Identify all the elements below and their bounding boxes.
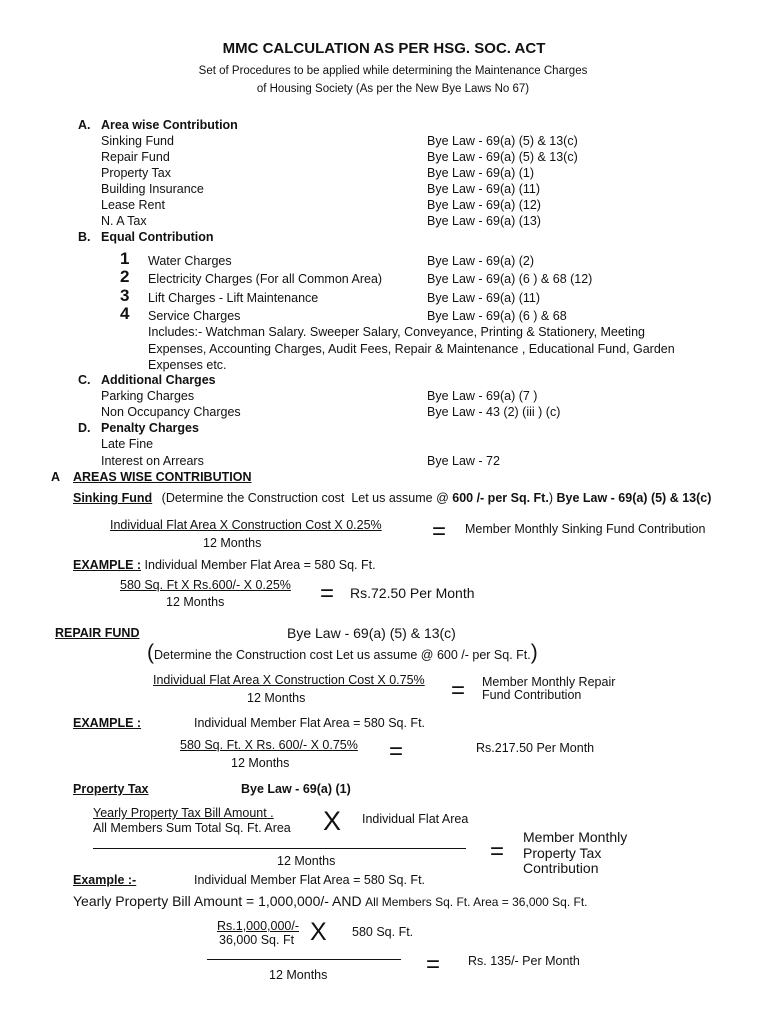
section-b-heading: Equal Contribution [101,230,214,244]
repair-example-label: EXAMPLE : [73,716,142,730]
sinking-formula-numerator: Individual Flat Area X Construction Cost X 0.25% [110,518,382,532]
list-item-law: Bye Law - 69(a) (5) & 13(c) [427,150,578,164]
repair-formula-result-1: Member Monthly Repair [482,675,616,689]
property-calc-top: Rs.1,000,000/- [217,919,299,933]
section-d-letter: D. [78,421,91,435]
property-formula-denominator: 12 Months [277,854,336,868]
equals-sign: = [490,838,505,865]
property-tax-law: Bye Law - 69(a) (1) [241,782,351,796]
list-item-name: Building Insurance [101,182,204,196]
property-calc-denominator: 12 Months [269,968,328,982]
sinking-fund-desc-close: ) [548,491,553,505]
list-item-name: Repair Fund [101,150,170,164]
list-item-number: 1 [120,249,130,268]
section-c-heading: Additional Charges [101,373,216,387]
list-item-law: Bye Law - 72 [427,454,500,468]
section-a-heading: Area wise Contribution [101,118,238,132]
equals-sign: = [320,580,335,607]
repair-formula-numerator: Individual Flat Area X Construction Cost X 0.75% [153,673,425,687]
property-example-text: Individual Member Flat Area = 580 Sq. Ft. [194,873,426,887]
list-item-law: Bye Law - 69(a) (11) [427,182,541,196]
equals-sign: = [432,518,447,545]
list-item-law: Bye Law - 69(a) (5) & 13(c) [427,134,578,148]
property-formula-times-text: Individual Flat Area [362,812,469,826]
list-item-name: Lease Rent [101,198,165,212]
list-item-law: Bye Law - 43 (2) (iii ) (c) [427,405,561,419]
list-item-name: Water Charges [148,254,232,268]
equals-sign: = [389,738,404,765]
list-item-name: N. A Tax [101,214,147,228]
repair-formula-denominator: 12 Months [247,691,306,705]
property-formula-result-1: Member Monthly [523,829,628,845]
list-item-law: Bye Law - 69(a) (13) [427,214,541,228]
list-item-name: Lift Charges - Lift Maintenance [148,291,319,305]
sinking-fund-desc: (Determine the Construction cost Let us assume @ [161,491,453,505]
sinking-example-line [73,558,376,573]
list-item-law: Bye Law - 69(a) (1) [427,166,534,180]
areas-heading: AREAS WISE CONTRIBUTION [73,470,252,484]
section-a-letter: A. [78,118,91,132]
property-calc-bottom: 36,000 Sq. Ft [219,933,295,947]
property-calc-area: 580 Sq. Ft. [352,925,414,939]
repair-fund-label: REPAIR FUND [55,626,140,640]
sinking-fund-law: Bye Law - 69(a) (5) & 13(c) [556,491,712,505]
list-item-number: 3 [120,286,130,305]
sinking-formula-denominator: 12 Months [203,536,262,550]
section-b-letter: B. [78,230,91,244]
property-example-label: Example :- [73,873,137,887]
paren-open: ( [147,641,154,664]
repair-fund-desc-line [147,641,538,664]
sinking-fund-label: Sinking Fund [73,491,153,505]
repair-calc-numerator: 580 Sq. Ft. X Rs. 600/- X 0.75% [180,738,358,752]
list-item-name: Interest on Arrears [101,454,204,468]
list-item-law: Bye Law - 69(a) (12) [427,198,541,212]
repair-calc-denominator: 12 Months [231,756,290,770]
repair-fund-desc: Determine the Construction cost Let us assume @ 600 /- per Sq. Ft. [154,648,531,662]
property-tax-label: Property Tax [73,782,149,796]
sinking-fund-rate: 600 /- per Sq. Ft. [452,491,549,505]
list-item-law: Bye Law - 69(a) (6 ) & 68 (12) [427,272,593,286]
sinking-calc-numerator: 580 Sq. Ft X Rs.600/- X 0.25% [120,578,291,592]
list-item-name: Property Tax [101,166,171,180]
list-item-law: Bye Law - 69(a) (2) [427,254,534,268]
paren-close: ) [530,641,538,664]
list-item-name: Non Occupancy Charges [101,405,241,419]
equals-sign: = [426,951,441,978]
property-formula-num-2: All Members Sum Total Sq. Ft. Area [93,821,291,835]
list-item-name: Sinking Fund [101,134,174,148]
property-formula-result-3: Contribution [523,860,599,876]
list-item-law: Bye Law - 69(a) (6 ) & 68 [427,309,567,323]
list-item-number: 2 [120,267,130,286]
section-d-heading: Penalty Charges [101,421,199,435]
list-item-number: 4 [120,304,130,323]
sinking-calc-denominator: 12 Months [166,595,225,609]
fraction-bar [207,959,401,960]
fraction-bar [93,848,466,849]
sinking-formula-result: Member Monthly Sinking Fund Contribution [465,522,706,536]
repair-calc-result: Rs.217.50 Per Month [476,741,595,755]
subtitle-line-2: of Housing Society (As per the New Bye Laws No 67) [256,83,530,95]
multiply-sign: X [323,806,342,836]
property-bill-amount: Yearly Property Bill Amount = 1,000,000/- AND [73,893,362,909]
areas-letter: A [51,470,61,484]
page-title: MMC CALCULATION AS PER HSG. SOC. ACT [222,40,546,57]
includes-line: Includes:- Watchman Salary. Sweeper Salary, Conveyance, Printing & Stationery, Meeting [148,325,645,339]
section-c-letter: C. [78,373,91,387]
list-item-name: Parking Charges [101,389,195,403]
repair-formula-result-2: Fund Contribution [482,688,582,702]
property-formula-num-1: Yearly Property Tax Bill Amount . [93,806,274,820]
sinking-calc-result: Rs.72.50 Per Month [350,585,475,601]
includes-line: Expenses, Accounting Charges, Audit Fees, Repair & Maintenance , Educational Fund, Garden [148,342,675,356]
property-bill-area: All Members Sq. Ft. Area = 36,000 Sq. Ft. [365,895,588,909]
sinking-example-text: Individual Member Flat Area = 580 Sq. Ft. [144,558,376,572]
list-item-name: Late Fine [101,437,154,451]
property-calc-result: Rs. 135/- Per Month [468,954,580,968]
repair-example-text: Individual Member Flat Area = 580 Sq. Ft. [194,716,426,730]
repair-fund-law: Bye Law - 69(a) (5) & 13(c) [287,625,456,641]
list-item-name: Electricity Charges (For all Common Area) [148,272,383,286]
property-formula-result-2: Property Tax [523,845,602,861]
equals-sign: = [451,677,466,704]
sinking-example-label: EXAMPLE : [73,558,142,572]
list-item-law: Bye Law - 69(a) (7 ) [427,389,538,403]
includes-line: Expenses etc. [148,358,227,372]
multiply-sign: X [310,918,327,946]
subtitle-line-1: Set of Procedures to be applied while determining the Maintenance Charges [198,65,588,77]
property-bill-line [73,894,588,910]
list-item-law: Bye Law - 69(a) (11) [427,291,541,305]
list-item-name: Service Charges [148,309,241,323]
sinking-fund-line [73,491,711,506]
